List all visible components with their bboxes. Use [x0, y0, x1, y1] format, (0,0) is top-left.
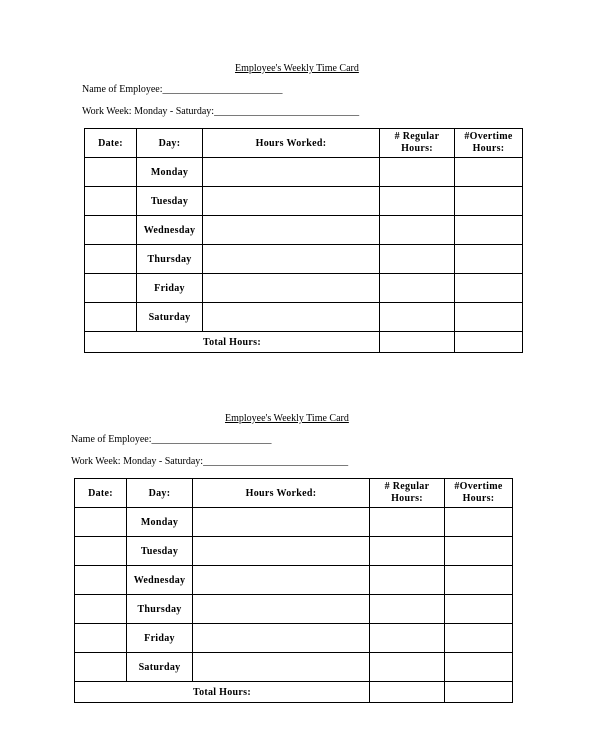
overtime-hours-cell[interactable]	[445, 653, 513, 682]
date-cell[interactable]	[85, 216, 137, 245]
header-day: Day:	[127, 479, 193, 508]
total-regular-cell[interactable]	[380, 332, 455, 353]
work-week-line: _____________________________	[214, 106, 360, 117]
table-row	[75, 566, 513, 595]
total-row	[85, 332, 523, 353]
overtime-hours-cell[interactable]	[455, 303, 523, 332]
header-day: Day:	[137, 129, 203, 158]
regular-hours-cell[interactable]	[370, 537, 445, 566]
day-cell: Monday	[137, 158, 203, 187]
employee-name-field[interactable]	[71, 434, 272, 445]
overtime-hours-cell[interactable]	[455, 216, 523, 245]
day-cell: Thursday	[137, 245, 203, 274]
table-row	[75, 508, 513, 537]
day-cell: Wednesday	[137, 216, 203, 245]
day-cell: Wednesday	[127, 566, 193, 595]
hours-worked-cell[interactable]	[193, 624, 370, 653]
header-hours-worked: Hours Worked:	[193, 479, 370, 508]
regular-hours-cell[interactable]	[380, 245, 455, 274]
employee-name-label: Name of Employee:	[71, 434, 152, 445]
overtime-hours-cell[interactable]	[455, 274, 523, 303]
table-row	[85, 158, 523, 187]
day-cell: Saturday	[137, 303, 203, 332]
day-cell: Monday	[127, 508, 193, 537]
day-cell: Tuesday	[137, 187, 203, 216]
regular-hours-cell[interactable]	[370, 595, 445, 624]
header-overtime-hours: #Overtime Hours:	[455, 129, 523, 158]
overtime-hours-cell[interactable]	[455, 187, 523, 216]
work-week-label: Work Week: Monday - Saturday:	[82, 106, 215, 117]
header-hours-worked: Hours Worked:	[203, 129, 380, 158]
card-title: Employee's Weekly Time Card	[235, 63, 359, 74]
table-row	[85, 274, 523, 303]
employee-name-line: ________________________	[162, 84, 283, 95]
header-date: Date:	[85, 129, 137, 158]
date-cell[interactable]	[75, 537, 127, 566]
table-row	[85, 216, 523, 245]
work-week-field[interactable]	[82, 106, 359, 117]
total-regular-cell[interactable]	[370, 682, 445, 703]
date-cell[interactable]	[75, 566, 127, 595]
hours-worked-cell[interactable]	[193, 595, 370, 624]
work-week-label: Work Week: Monday - Saturday:	[71, 456, 204, 467]
table-row	[75, 595, 513, 624]
hours-worked-cell[interactable]	[193, 508, 370, 537]
table-row	[85, 245, 523, 274]
header-regular-hours: # Regular Hours:	[370, 479, 445, 508]
regular-hours-cell[interactable]	[370, 653, 445, 682]
time-table	[84, 128, 523, 353]
employee-name-label: Name of Employee:	[82, 84, 163, 95]
header-overtime-hours: #Overtime Hours:	[445, 479, 513, 508]
hours-worked-cell[interactable]	[203, 187, 380, 216]
total-overtime-cell[interactable]	[445, 682, 513, 703]
hours-worked-cell[interactable]	[203, 158, 380, 187]
header-regular-hours: # Regular Hours:	[380, 129, 455, 158]
table-row	[85, 187, 523, 216]
regular-hours-cell[interactable]	[370, 624, 445, 653]
date-cell[interactable]	[75, 653, 127, 682]
regular-hours-cell[interactable]	[370, 508, 445, 537]
overtime-hours-cell[interactable]	[455, 158, 523, 187]
day-cell: Saturday	[127, 653, 193, 682]
day-cell: Thursday	[127, 595, 193, 624]
hours-worked-cell[interactable]	[203, 245, 380, 274]
card-title: Employee's Weekly Time Card	[225, 413, 349, 424]
total-hours-label: Total Hours:	[85, 332, 380, 353]
table-row	[85, 303, 523, 332]
date-cell[interactable]	[85, 303, 137, 332]
table-row	[75, 624, 513, 653]
time-table	[74, 478, 513, 703]
total-hours-label: Total Hours:	[75, 682, 370, 703]
employee-name-line: ________________________	[151, 434, 272, 445]
regular-hours-cell[interactable]	[380, 187, 455, 216]
work-week-field[interactable]	[71, 456, 348, 467]
table-row	[75, 653, 513, 682]
overtime-hours-cell[interactable]	[445, 508, 513, 537]
total-overtime-cell[interactable]	[455, 332, 523, 353]
hours-worked-cell[interactable]	[203, 303, 380, 332]
day-cell: Tuesday	[127, 537, 193, 566]
hours-worked-cell[interactable]	[193, 566, 370, 595]
table-row	[75, 537, 513, 566]
header-date: Date:	[75, 479, 127, 508]
date-cell[interactable]	[75, 595, 127, 624]
date-cell[interactable]	[75, 624, 127, 653]
overtime-hours-cell[interactable]	[445, 595, 513, 624]
date-cell[interactable]	[85, 187, 137, 216]
regular-hours-cell[interactable]	[380, 158, 455, 187]
date-cell[interactable]	[75, 508, 127, 537]
overtime-hours-cell[interactable]	[455, 245, 523, 274]
date-cell[interactable]	[85, 158, 137, 187]
hours-worked-cell[interactable]	[193, 537, 370, 566]
overtime-hours-cell[interactable]	[445, 624, 513, 653]
overtime-hours-cell[interactable]	[445, 566, 513, 595]
hours-worked-cell[interactable]	[193, 653, 370, 682]
day-cell: Friday	[127, 624, 193, 653]
date-cell[interactable]	[85, 274, 137, 303]
total-row	[75, 682, 513, 703]
hours-worked-cell[interactable]	[203, 216, 380, 245]
overtime-hours-cell[interactable]	[445, 537, 513, 566]
regular-hours-cell[interactable]	[380, 216, 455, 245]
regular-hours-cell[interactable]	[370, 566, 445, 595]
employee-name-field[interactable]	[82, 84, 283, 95]
day-cell: Friday	[137, 274, 203, 303]
regular-hours-cell[interactable]	[380, 303, 455, 332]
date-cell[interactable]	[85, 245, 137, 274]
hours-worked-cell[interactable]	[203, 274, 380, 303]
work-week-line: _____________________________	[203, 456, 349, 467]
regular-hours-cell[interactable]	[380, 274, 455, 303]
